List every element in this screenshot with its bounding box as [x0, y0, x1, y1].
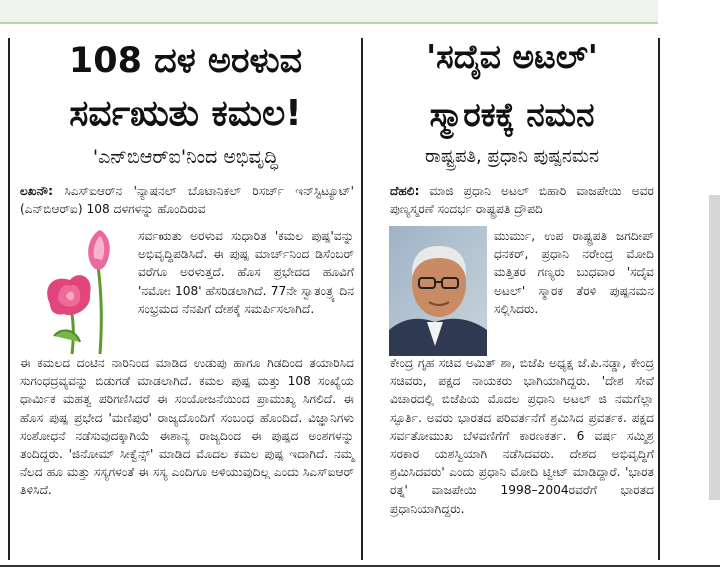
center-column-rule: [361, 38, 363, 560]
bottom-rule: [0, 565, 720, 567]
vajpayee-portrait-image: [389, 226, 487, 356]
atal-dateline: ದೆಹಲಿ:: [390, 184, 420, 198]
lotus-body-paragraph: ಈ ಕಮಲದ ದಂಟಿನ ನಾರಿನಿಂದ ಮಾಡಿದ ಉಡುಪು ಹಾಗೂ ಗಿಡದಿಂದ ತಯಾರಿಸಿದ ಸುಗಂಧದ್ರವ್ಯವನ್ನು ಬಿಡುಗಡೆ ಮಾಡಲಾಗಿದೆ. ಕಮಲ ಪುಷ್ಪ ಮತ್ತು 108 ಸಂಖ್ಯೆಯ ಧಾರ್ಮಿಕ ಮಹತ್ವ ಪರಿಗಣಿಸಿದರೆ ಈ ಸಂಯೋಜನೆಯಿಂದ ಪ್ರಾಮುಖ್ಯ ಸಿಗಲಿದೆ. ಈ ಹೊಸ ಪುಷ್ಪ ಪ್ರಭೇದ 'ಮಣಿಪುರ' ರಾಜ್ಯದೊಂದಿಗೆ ಸಂಬಂಧ ಹೊಂದಿದೆ. ವಿಜ್ಞಾನಿಗಳು ಸಂಶೋಧನೆ ನಡೆಸುವುದಕ್ಕಾಗಿಯೆ ಈಶಾನ್ಯ ರಾಜ್ಯದಿಂದ ಈ ಪುಷ್ಪದ ಅಂಶಗಳನ್ನು ತಂದಿದ್ದರು. 'ಜಿನೋಮ್ ಸೀಕ್ವೆನ್ಸ್' ಮಾಡಿದ ಮೊದಲ ಕಮಲ ಪುಷ್ಪ ಇದಾಗಿದೆ. ನಮ್ಮ ನೆಲದ ಹೂ ಮತ್ತು ಸಸ್ಯಗಳಂತೆ ಈ ಸಸ್ಯ ಎಂದಿಗೂ ಅಳಿಯುವುದಿಲ್ಲ ಎಂದು ಸಿಎಸ್‌ಐಆರ್ ತಿಳಿಸಿದೆ.: [20, 356, 354, 498]
atal-lead-text: ಮಾಜಿ ಪ್ರಧಾನಿ ಅಟಲ್ ಬಿಹಾರಿ ವಾಜಪೇಯಿ ಅವರ ಪುಣ್ಯಸ್ಮರಣೆ ಸಂದರ್ಭ ರಾಷ್ಟ್ರಪತಿ ದ್ರೌಪದಿ: [390, 184, 655, 217]
right-column-rule: [658, 38, 660, 560]
lotus-wrap-paragraph: ಸರ್ವಋತು ಅರಳುವ ಸುಧಾರಿತ 'ಕಮಲ ಪುಷ್ಪ'ವನ್ನು ಅಭಿವೃದ್ಧಿಪಡಿಸಿದೆ. ಈ ಪುಷ್ಪ ಮಾರ್ಚ್‌ನಿಂದ ಡಿಸೆಂಬರ್ ವರೆಗೂ ಅರಳುತ್ತದೆ. ಹೊಸ ಪ್ರಭೇದದ ಹೂವಿಗೆ 'ನಮೋಃ 108' ಹೆಸರಿಡಲಾಗಿದೆ. 77ನೇ ಸ್ವಾತಂತ್ರ್ಯ ದಿನ ಸಂಭ್ರಮದ ನೆನಪಿಗೆ ದೇಶಕ್ಕೆ ಸಮರ್ಪಿಸಲಾಗಿದೆ.: [138, 229, 354, 316]
atal-lead-paragraph: [390, 182, 654, 218]
side-gray-box: [709, 195, 720, 500]
atal-subhead: ರಾಷ್ಟ್ರಪತಿ, ಪ್ರಧಾನಿ ಪುಷ್ಪನಮನ: [425, 146, 599, 167]
lotus-headline-line1: 108 ದಳ ಅರಳುವ: [68, 41, 303, 81]
atal-body-paragraph: ಕೇಂದ್ರ ಗೃಹ ಸಚಿವ ಅಮಿತ್ ಶಾ, ಬಿಜೆಪಿ ಅಧ್ಯಕ್ಷ ಜೆ.ಪಿ.ನಡ್ಡಾ, ಕೇಂದ್ರ ಸಚಿವರು, ಪಕ್ಷದ ನಾಯಕರು ಭಾಗಿಯಾಗಿದ್ದರು. 'ದೇಶ ಸೇವೆ ವಿಚಾರದಲ್ಲಿ ಬಿಜೆಪಿಯ ಮೊದಲ ಪ್ರಧಾನಿ ಅಟಲ್ ಜಿ ನಮಗೆಲ್ಲಾ ಸ್ಫೂರ್ತಿ. ಅವರು ಭಾರತದ ಪರಿವರ್ತನೆಗೆ ಶ್ರಮಿಸಿದ ಪ್ರವರ್ತಕ. ಪಕ್ಷದ ಸರ್ವತೋಮುಖ ಬೆಳವಣಿಗೆಗೆ ಕಾರಣಕರ್ತ. 6 ವರ್ಷ ಸಮ್ಮಿಶ್ರ ಸರಕಾರ ಯಶಸ್ವಿಯಾಗಿ ನಡೆಸಿದವರು. ದೇಶದ ಅಭಿವೃದ್ಧಿಗೆ ಶ್ರಮಿಸಿದವರು' ಎಂದು ಪ್ರಧಾನಿ ಮೋದಿ ಟ್ವೀಟ್ ಮಾಡಿದ್ದಾರೆ. 'ಭಾರತ ರತ್ನ' ವಾಜಪೇಯಿ 1998–2004ರವರೆಗೆ ಭಾರತದ ಪ್ರಧಾನಿಯಾಗಿದ್ದರು.: [390, 356, 654, 516]
lotus-dateline: ಲಖನೌ:: [20, 184, 53, 198]
atal-headline-line1: 'ಸದೈವ ಅಟಲ್': [426, 37, 598, 76]
lotus-flower-image: [24, 226, 132, 356]
lotus-flower-icon: [24, 226, 132, 356]
atal-wrap-paragraph: ಮುರ್ಮು, ಉಪ ರಾಷ್ಟ್ರಪತಿ ಜಗದೀಪ್ ಧನಕರ್, ಪ್ರಧಾನಿ ನರೇಂದ್ರ ಮೋದಿ ಮತ್ತಿತರ ಗಣ್ಯರು ಬುಧವಾರ 'ಸದೈವ ಅಟಲ್' ಸ್ಮಾರಕ ತೆರಳಿ ಪುಷ್ಪನಮನ ಸಲ್ಲಿಸಿದರು.: [494, 229, 654, 316]
top-banner-strip: [0, 0, 658, 24]
portrait-icon: [389, 226, 487, 356]
lotus-headline-line2: ಸರ್ವಋತು ಕಮಲ!: [69, 93, 302, 134]
lotus-subhead: 'ಎನ್‌ಬಿಆರ್‌ಐ'ನಿಂದ ಅಭಿವೃದ್ಧಿ: [92, 146, 279, 168]
lotus-lead-text: ಸಿಎಸ್‌ಐಆರ್‌ನ 'ನ್ಯಾಷನಲ್ ಬೊಟಾನಿಕಲ್ ರಿಸರ್ಚ್ ಇನ್‌ಸ್ಟಿಟ್ಯೂಟ್' (ಎನ್‌ಬಿಆರ್‌ಐ) 108 ದಳಗಳನ್ನು ಹೊಂದಿರುವ: [20, 184, 354, 217]
lotus-lead-paragraph: [20, 182, 354, 218]
left-column-rule: [8, 38, 10, 560]
atal-headline-line2: ಸ್ಮಾರಕಕ್ಕೆ ನಮನ: [429, 95, 595, 134]
